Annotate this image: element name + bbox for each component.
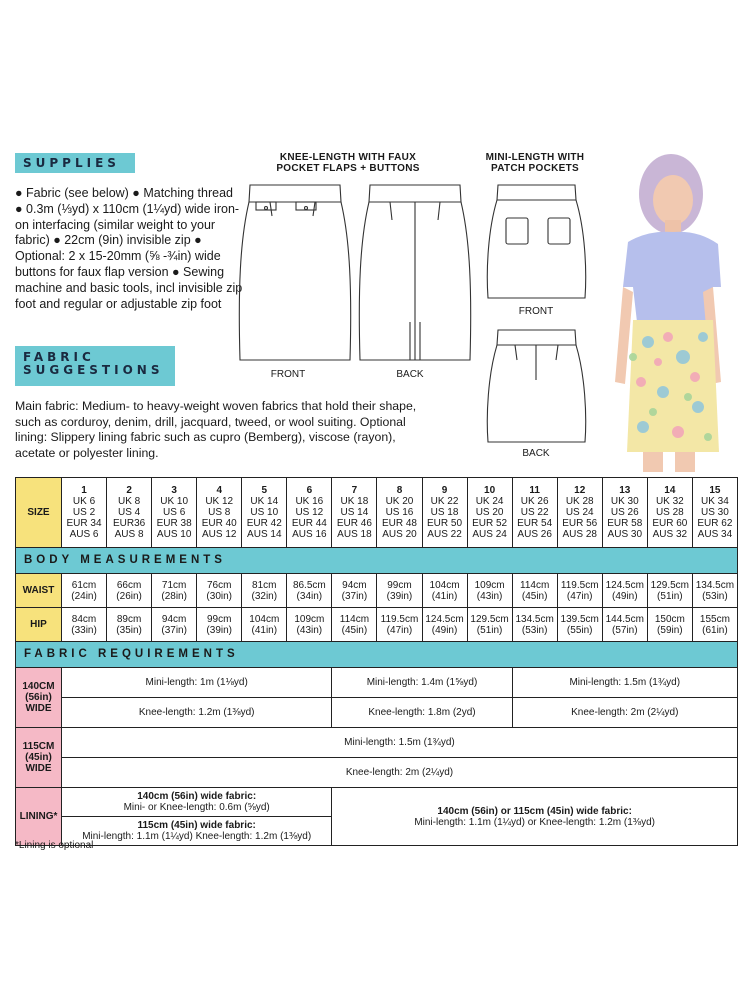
body-heading-row [16,548,738,574]
size-aus: AUS 8 [114,529,144,540]
size-number: 14 [664,485,676,496]
hip-row [16,608,738,642]
waist-in: (51in) [657,590,683,602]
size-us: US 4 [117,507,141,518]
size-aus: AUS 6 [69,529,99,540]
waist-cell [152,574,197,608]
hip-in: (45in) [341,624,368,636]
size-us: US 2 [72,507,96,518]
w140-label-cm: 140CM [22,681,55,692]
knee-back-label: BACK [396,369,424,380]
mini-caption [470,152,600,174]
knee-caption-line2: POCKET FLAPS + BUTTONS [276,163,420,174]
hip-in: (39in) [206,624,232,636]
w115-knee-cell: Knee-length: 2m (2¼yd) [62,758,738,788]
size-aus: AUS 24 [472,529,507,540]
waist-cm: 114cm [520,579,550,591]
waist-cell [332,574,377,608]
mini-caption-line2: PATCH POCKETS [491,163,579,174]
size-number: 5 [261,485,268,496]
waist-in: (53in) [702,590,728,602]
waist-cell [512,574,557,608]
size-us: US 10 [250,507,279,518]
size-eur: EUR 60 [652,518,688,529]
w140-mini-row [16,668,738,698]
size-uk: UK 16 [295,496,324,507]
size-cell [557,478,602,548]
waist-in: (34in) [296,590,323,602]
size-uk: UK 6 [72,496,96,507]
size-eur: EUR 56 [562,518,598,529]
size-number: 12 [574,485,586,496]
hip-in: (37in) [161,624,187,636]
waist-cell [377,574,422,608]
size-number: 8 [396,485,403,496]
fabric-requirements-heading: FABRIC REQUIREMENTS [16,642,738,668]
size-us: US 26 [610,507,639,518]
hip-label: HIP [16,608,62,642]
w140-mini-cell: Mini-length: 1m (1⅛yd) [62,668,332,698]
size-us: US 18 [430,507,459,518]
lining-140-title: 140cm (56in) wide fabric: [137,791,257,802]
waist-cm: 76cm [206,579,232,591]
w140-mini-cell: Mini-length: 1.4m (1⅝yd) [332,668,512,698]
waist-in: (47in) [566,590,593,602]
size-number: 9 [441,485,448,496]
hip-cell [242,608,287,642]
hip-cell [107,608,152,642]
size-eur: EUR 58 [607,518,643,529]
knee-caption-line1: KNEE-LENGTH WITH FAUX [279,152,417,163]
size-aus: AUS 16 [292,529,327,540]
w115-mini-cell: Mini-length: 1.5m (1¾yd) [62,728,738,758]
lining-140-cell [62,788,332,817]
size-us: US 24 [565,507,594,518]
hip-cm: 144.5cm [605,613,644,625]
waist-cm: 134.5cm [695,579,735,591]
hip-cell [287,608,332,642]
hip-cm: 99cm [206,613,232,625]
hip-cell [557,608,602,642]
hip-cm: 150cm [654,613,685,625]
size-cell [287,478,332,548]
size-uk: UK 32 [655,496,684,507]
size-uk: UK 22 [430,496,459,507]
mini-back-label: BACK [522,448,550,459]
waist-label: WAIST [16,574,62,608]
size-us: US 14 [340,507,369,518]
size-number: 7 [351,485,358,496]
hip-cm: 119.5cm [380,613,419,625]
size-uk: UK 26 [520,496,549,507]
size-us: US 12 [295,507,324,518]
knee-back-sketch [359,185,470,360]
size-cell [332,478,377,548]
waist-in: (45in) [521,590,548,602]
waist-cm: 129.5cm [650,579,690,591]
hip-in: (49in) [431,624,458,636]
size-uk: UK 12 [205,496,234,507]
hip-cm: 139.5cm [560,613,599,625]
w140-label [16,668,62,728]
hip-cm: 84cm [71,613,97,625]
hip-cell [62,608,107,642]
waist-cell [647,574,692,608]
skirt-sketches [230,180,600,465]
mini-front-label: FRONT [518,306,554,317]
size-number: 13 [619,485,631,496]
waist-in: (32in) [251,590,278,602]
size-eur: EUR 42 [246,518,282,529]
knee-front-label: FRONT [270,369,306,380]
size-aus: AUS 14 [247,529,282,540]
size-uk: UK 18 [340,496,369,507]
size-number: 4 [216,485,222,496]
hip-in: (59in) [657,624,683,636]
waist-in: (41in) [431,590,458,602]
size-uk: UK 24 [475,496,504,507]
waist-in: (24in) [71,590,97,602]
hip-cell [602,608,647,642]
body-measurements-heading: BODY MEASUREMENTS [16,548,738,574]
size-eur: EUR 40 [201,518,237,529]
size-us: US 22 [520,507,549,518]
waist-cell [62,574,107,608]
waist-cm: 71cm [161,579,187,591]
knee-caption [258,152,438,174]
waist-cell [557,574,602,608]
waist-in: (37in) [341,590,368,602]
waist-in: (30in) [206,590,232,602]
size-cell [647,478,692,548]
waist-cm: 124.5cm [605,579,644,591]
lining-140-value: Mini- or Knee-length: 0.6m (⅝yd) [123,802,270,813]
size-cell [692,478,737,548]
lining-115-value: Mini-length: 1.1m (1¼yd) Knee-length: 1.2m (1⅜yd) [82,831,312,842]
waist-in: (26in) [116,590,142,602]
hip-cm: 109cm [294,613,325,625]
waist-cell [242,574,287,608]
supplies-heading: SUPPLIES [15,153,135,173]
size-chart [15,477,738,846]
mini-back-sketch [487,330,585,442]
size-eur: EUR 50 [427,518,463,529]
hip-cell [332,608,377,642]
size-cell [422,478,467,548]
size-us: US 20 [475,507,504,518]
size-cell [242,478,287,548]
size-eur: EUR 54 [517,518,553,529]
size-aus: AUS 18 [337,529,372,540]
w140-knee-cell: Knee-length: 2m (2¼yd) [512,698,737,728]
size-aus: AUS 28 [562,529,597,540]
waist-cell [467,574,512,608]
hip-in: (43in) [296,624,323,636]
waist-cell [287,574,332,608]
hip-cm: 129.5cm [470,613,509,625]
hip-cell [197,608,242,642]
waist-cm: 99cm [387,579,412,591]
size-us: US 28 [655,507,684,518]
w140-knee-cell: Knee-length: 1.2m (1⅜yd) [62,698,332,728]
fabric-suggestions-heading: FABRIC SUGGESTIONS [15,346,175,386]
hip-cell [647,608,692,642]
hip-in: (47in) [386,624,413,636]
hip-cm: 94cm [161,613,187,625]
w140-label-in: (56in) [25,692,52,703]
lining-row-a [16,788,738,817]
size-number: 6 [306,485,313,496]
lining-footnote: *Lining is optional [15,840,94,851]
waist-cm: 109cm [474,579,505,591]
size-eur: EUR 34 [66,518,102,529]
size-aus: AUS 20 [382,529,417,540]
waist-cm: 94cm [342,579,367,591]
supplies-text: ● Fabric (see below) ● Matching thread ● 0.3m (⅓yd) x 110cm (1¼yd) wide iron-on interfacing (similar weight to your fabric) ● 22cm (9in) invisible zip ● Optional: 2 x 15-20mm (⅝ -¾in) wide buttons for faux flap version ● Sewing machine and basic tools, incl invisible zip foot and regular or adjustable zip foot [15,186,243,311]
size-aus: AUS 34 [697,529,733,540]
size-uk: UK 34 [701,496,729,507]
size-us: US 16 [385,507,414,518]
waist-in: (39in) [386,590,413,602]
size-aus: AUS 12 [201,529,237,540]
size-uk: UK 20 [385,496,414,507]
waist-row [16,574,738,608]
hip-in: (33in) [71,624,97,636]
size-cell [602,478,647,548]
size-us: US 8 [208,507,231,518]
w140-knee-cell: Knee-length: 1.8m (2yd) [332,698,512,728]
hip-cm: 104cm [249,613,280,625]
waist-cm: 81cm [252,579,277,591]
hip-cm: 114cm [339,613,370,625]
size-number: 10 [484,485,496,496]
size-aus: AUS 10 [156,529,192,540]
size-number: 11 [529,485,540,496]
fabric-suggestions-text: Main fabric: Medium- to heavy-weight woven fabrics that hold their shape, such as corduroy, denim, drill, jacquard, tweed, or wool suiting. Optional lining: Slippery lining fabric such as cupro (Bemberg), viscose (rayon), acetate or polyester lining. [15,399,417,460]
w115-label-wide: WIDE [25,763,52,774]
waist-cell [107,574,152,608]
size-eur: EUR 46 [336,518,372,529]
w115-label [16,728,62,788]
w140-knee-row [16,698,738,728]
size-eur: EUR 62 [697,518,733,529]
waist-cm: 86.5cm [292,579,326,591]
hip-cm: 155cm [699,613,730,625]
size-cell [512,478,557,548]
waist-in: (43in) [476,590,503,602]
w115-label-cm: 115CM [22,741,55,752]
model-photo [603,152,733,472]
w140-mini-cell: Mini-length: 1.5m (1¾yd) [512,668,737,698]
size-cell [152,478,197,548]
w115-knee-row [16,758,738,788]
hip-cm: 124.5cm [425,613,464,625]
size-eur: EUR 38 [156,518,192,529]
lining-115-title: 115cm (45in) wide fabric: [137,820,256,831]
w115-label-in: (45in) [25,752,52,763]
size-cell [377,478,422,548]
size-aus: AUS 26 [517,529,552,540]
size-uk: UK 30 [610,496,639,507]
hip-in: (55in) [566,624,593,636]
size-cell [107,478,152,548]
size-eur: EUR 48 [381,518,417,529]
size-cell [62,478,107,548]
size-eur: EUR 52 [472,518,508,529]
size-aus: AUS 22 [427,529,462,540]
size-us: US 6 [163,507,186,518]
size-us: US 30 [701,507,729,518]
size-label: SIZE [16,478,62,548]
hip-cm: 89cm [116,613,142,625]
hip-in: (35in) [116,624,142,636]
waist-cell [197,574,242,608]
lining-115-cell [62,817,332,846]
waist-cell [692,574,737,608]
size-uk: UK 10 [160,496,189,507]
size-aus: AUS 30 [607,529,643,540]
size-number: 3 [171,485,177,496]
fabric-heading-row [16,642,738,668]
size-uk: UK 28 [565,496,594,507]
waist-cm: 119.5cm [560,579,599,591]
waist-cm: 61cm [71,579,97,591]
hip-in: (57in) [611,624,638,636]
waist-cell [602,574,647,608]
hip-cell [467,608,512,642]
lining-both-value: Mini-length: 1.1m (1¼yd) or Knee-length: 1.2m (1⅜yd) [414,816,655,828]
hip-in: (51in) [476,624,503,636]
waist-in: (49in) [611,590,638,602]
size-eur: EUR36 [112,518,146,529]
waist-cm: 104cm [429,579,460,591]
hip-cell [422,608,467,642]
size-uk: UK 14 [250,496,279,507]
size-cell [467,478,512,548]
waist-cm: 66cm [116,579,142,591]
mini-front-sketch [487,185,585,298]
w140-label-wide: WIDE [25,703,52,714]
size-number: 15 [709,485,721,496]
waist-cell [422,574,467,608]
hip-in: (61in) [702,624,728,636]
size-eur: EUR 44 [291,518,327,529]
mini-caption-line1: MINI-LENGTH WITH [485,152,585,163]
knee-front-sketch [239,185,350,360]
size-number: 2 [126,485,132,496]
hip-cm: 134.5cm [515,613,554,625]
size-number: 1 [81,485,87,496]
size-uk: UK 8 [117,496,141,507]
hip-in: (53in) [521,624,548,636]
lining-both-cell [332,788,738,846]
size-cell [197,478,242,548]
size-row [16,478,738,548]
lining-both-title: 140cm (56in) or 115cm (45in) wide fabric: [437,805,632,817]
hip-cell [512,608,557,642]
hip-cell [377,608,422,642]
waist-in: (28in) [161,590,187,602]
hip-cell [692,608,737,642]
lining-label: LINING* [16,788,62,846]
size-aus: AUS 32 [652,529,688,540]
hip-cell [152,608,197,642]
w115-mini-row [16,728,738,758]
hip-in: (41in) [251,624,278,636]
